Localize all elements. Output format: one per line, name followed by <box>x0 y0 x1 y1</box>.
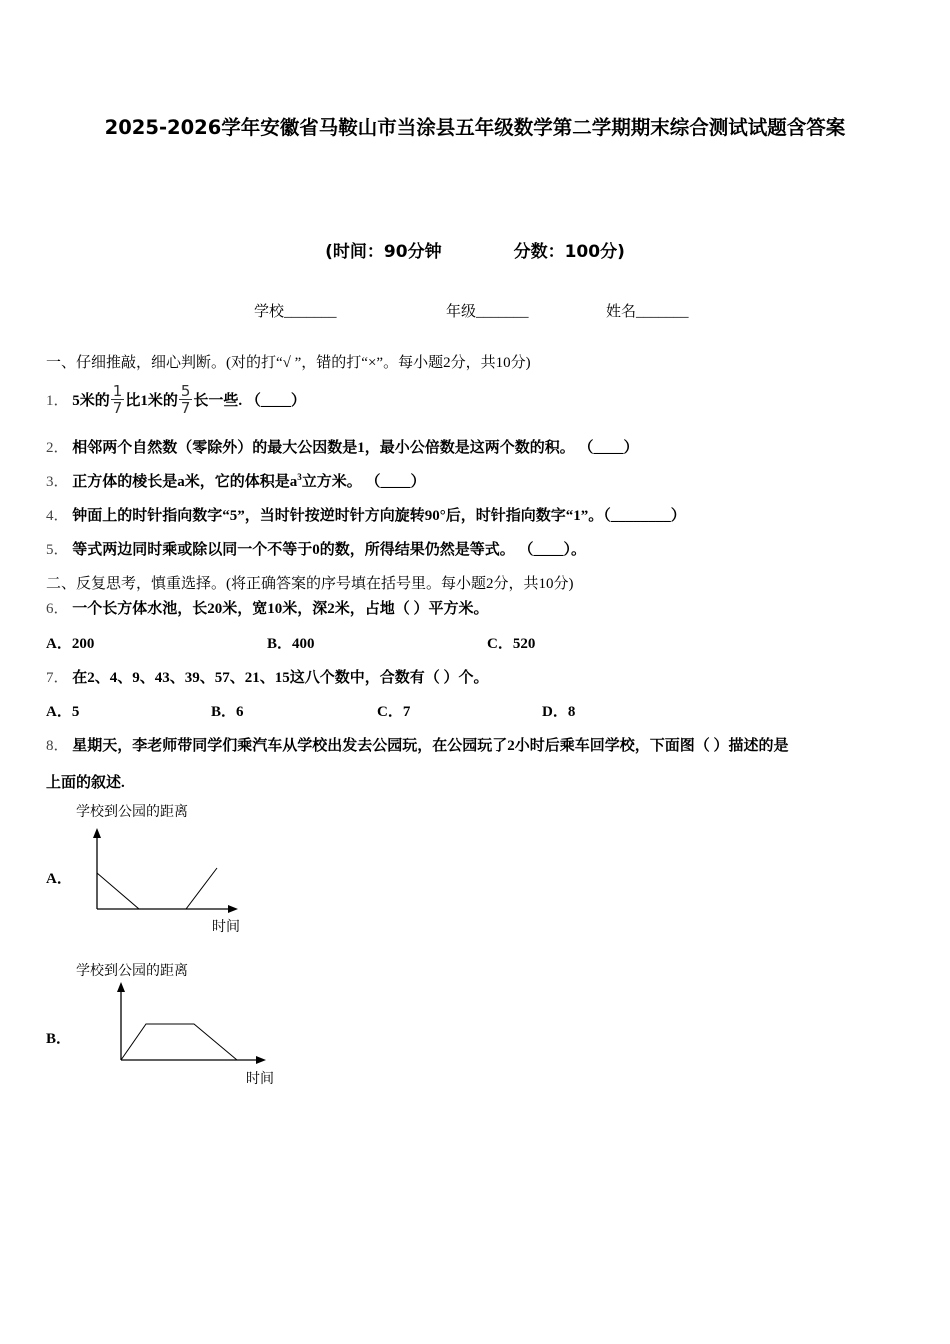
question-text: 一个长方体水池，长20米，宽10米，深2米，占地（ ）平方米。 <box>72 601 489 617</box>
graph-b <box>110 980 270 1070</box>
school-field: 学校_______ <box>254 304 337 320</box>
graph-a-y-axis-label: 学校到公园的距离 <box>76 804 188 820</box>
question-number: 1． <box>46 392 69 409</box>
option-d: D．8 <box>542 704 576 720</box>
graph-a-axes <box>97 834 232 909</box>
question-number: 6． <box>46 601 69 617</box>
question-6 <box>46 597 489 618</box>
question-text: 在2、4、9、43、39、57、21、15这八个数中，合数有（ ）个。 <box>72 670 489 686</box>
question-number: 5． <box>46 542 69 558</box>
option-c: C．520 <box>487 636 536 652</box>
total-score: 分数：100分) <box>513 242 625 262</box>
question-number: 8． <box>46 738 69 754</box>
question-number: 7． <box>46 670 69 686</box>
question-text: 比1米的 <box>125 392 178 409</box>
question-3 <box>46 470 426 491</box>
option-b: B．400 <box>267 636 315 652</box>
name-field: 姓名_______ <box>606 304 689 320</box>
option-a: A．200 <box>46 636 95 652</box>
graph-a-y-arrow <box>93 828 101 838</box>
exponent: 3 <box>297 472 302 482</box>
question-text: 钟面上的时针指向数字“5”，当时针按逆时针方向旋转90°后，时针指向数字“1”。（________） <box>72 508 686 524</box>
question-text: 5米的 <box>72 392 110 409</box>
exam-header <box>0 237 950 262</box>
question-text: 立方米。 （____） <box>301 474 426 490</box>
graph-b-x-arrow <box>256 1056 266 1064</box>
question-8 <box>46 734 789 755</box>
option-b: B．6 <box>211 704 244 720</box>
option-a: A．5 <box>46 704 80 720</box>
question-text: 星期天，李老师带同学们乘汽车从学校出发去公园玩，在公园玩了2小时后乘车回学校，下面图（ ）描述的是 <box>72 738 789 754</box>
grade-field: 年级_______ <box>446 304 529 320</box>
graph-a-x-axis-label: 时间 <box>212 919 240 935</box>
graph-b-line <box>121 1024 237 1060</box>
question-text: 等式两边同时乘或除以同一个不等于0的数，所得结果仍然是等式。 （____）。 <box>72 542 587 558</box>
question-number: 4． <box>46 508 69 524</box>
time-limit: (时间：90分钟 <box>325 242 442 262</box>
fraction-five-sevenths: $\frac{5}{7}$ <box>180 382 191 417</box>
option-c: C．7 <box>377 704 411 720</box>
question-text: 长一些. （____） <box>193 392 306 409</box>
question-4 <box>46 504 686 525</box>
section-2-heading: 二、反复思考，慎重选择。(将正确答案的序号填在括号里。每小题2分，共10分) <box>46 576 574 592</box>
question-8-continued: 上面的叙述. <box>46 775 125 791</box>
graph-a-x-arrow <box>228 905 238 913</box>
graph-b-x-axis-label: 时间 <box>246 1071 274 1087</box>
document-title: 2025-2026学年安徽省马鞍山市当涂县五年级数学第二学期期末综合测试试题含答案 <box>104 116 846 139</box>
graph-b-label: B． <box>46 1031 72 1047</box>
question-number: 3． <box>46 474 69 490</box>
fraction-one-seventh: $\frac{1}{7}$ <box>112 382 123 417</box>
question-1 <box>46 382 306 418</box>
question-2 <box>46 436 639 457</box>
section-1-heading: 一、仔细推敲，细心判断。(对的打“√ ”，错的打“×”。每小题2分，共10分) <box>46 355 531 371</box>
question-number: 2． <box>46 440 69 456</box>
question-5 <box>46 538 586 559</box>
question-7 <box>46 666 489 687</box>
graph-a-line <box>97 868 217 909</box>
graph-b-y-axis-label: 学校到公园的距离 <box>76 963 188 979</box>
question-text: 正方体的棱长是a米，它的体积是a <box>72 474 298 490</box>
graph-a <box>86 826 246 918</box>
graph-a-label: A． <box>46 871 72 887</box>
graph-b-y-arrow <box>117 982 125 992</box>
question-text: 相邻两个自然数（零除外）的最大公因数是1，最小公倍数是这两个数的积。 （____） <box>72 440 639 456</box>
